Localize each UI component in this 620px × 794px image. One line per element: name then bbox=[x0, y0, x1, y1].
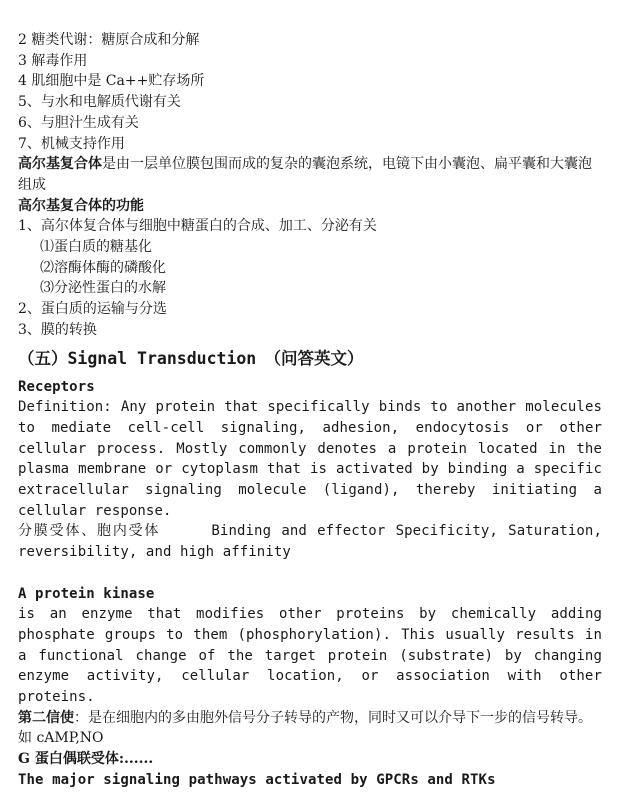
sub-list-item: ⑵溶酶体酶的磷酸化 bbox=[40, 259, 166, 276]
second-messenger-paragraph bbox=[18, 708, 602, 749]
section-title: （五）Signal Transduction （问答英文） bbox=[18, 348, 364, 368]
golgi-intro-paragraph bbox=[18, 154, 602, 195]
list-item: 5、与水和电解质代谢有关 bbox=[18, 94, 181, 111]
sub-list-item: ⑶分泌性蛋白的水解 bbox=[40, 280, 166, 297]
list-item: 2、蛋白质的运输与分选 bbox=[18, 301, 167, 318]
kinase-heading: A protein kinase bbox=[18, 585, 155, 602]
list-item: 1、高尔体复合体与细胞中糖蛋白的合成、加工、分泌有关 bbox=[18, 218, 377, 235]
receptors-types-paragraph bbox=[18, 521, 602, 562]
golgi-function-heading: 高尔基复合体的功能 bbox=[18, 197, 144, 214]
receptors-heading: Receptors bbox=[18, 378, 95, 395]
blank-line bbox=[18, 563, 602, 584]
pathways-heading: The major signaling pathways activated by GPCRs and RTKs bbox=[18, 771, 496, 788]
receptors-definition: Definition: Any protein that specifically binds to another molecules to mediate cell-cell signaling, adhesion, endocytosis or other cellular process. Mostly commonly denotes a protein located in the plasma membrane or cytoplasm that is activated by binding a specific extracellular signaling molecule (ligand), thereby initiating a cellular response. bbox=[18, 399, 602, 519]
second-messenger-term: 第二信使 bbox=[18, 709, 74, 726]
golgi-term: 高尔基复合体 bbox=[18, 156, 102, 173]
sub-list-item: ⑴蛋白质的糖基化 bbox=[40, 239, 152, 256]
list-item: 6、与胆汁生成有关 bbox=[18, 114, 139, 131]
kinase-text: is an enzyme that modifies other proteins by chemically adding phosphate groups to them (phosphorylation). This usually results in a functional change of the target protein (substrate) by changing enzyme activity, cellular location, or association with other proteins. bbox=[18, 606, 602, 706]
list-item: 3 解毒作用 bbox=[18, 52, 88, 69]
list-item: 2 糖类代谢：糖原合成和分解 bbox=[18, 32, 200, 48]
golgi-intro-text: 是由一层单位膜包围而成的复杂的囊泡系统，电镜下由小囊泡、扁平囊和大囊泡组成 bbox=[18, 156, 592, 193]
list-item: 4 肌细胞中是 Ca++贮存场所 bbox=[18, 73, 205, 90]
second-messenger-text: ：是在细胞内的多由胞外信号分子转导的产物，同时又可以介导下一步的信号转导。如 cAMP,NO bbox=[18, 709, 592, 747]
receptor-types: 分膜受体、胞内受体 bbox=[18, 523, 161, 540]
list-item: 3、膜的转换 bbox=[18, 321, 97, 338]
receptor-properties: Binding and effector Specificity, Saturation, reversibility, and high affinity bbox=[18, 523, 602, 561]
list-item: 7、机械支持作用 bbox=[18, 135, 125, 152]
g-protein-heading: G 蛋白偶联受体:...... bbox=[18, 751, 154, 768]
